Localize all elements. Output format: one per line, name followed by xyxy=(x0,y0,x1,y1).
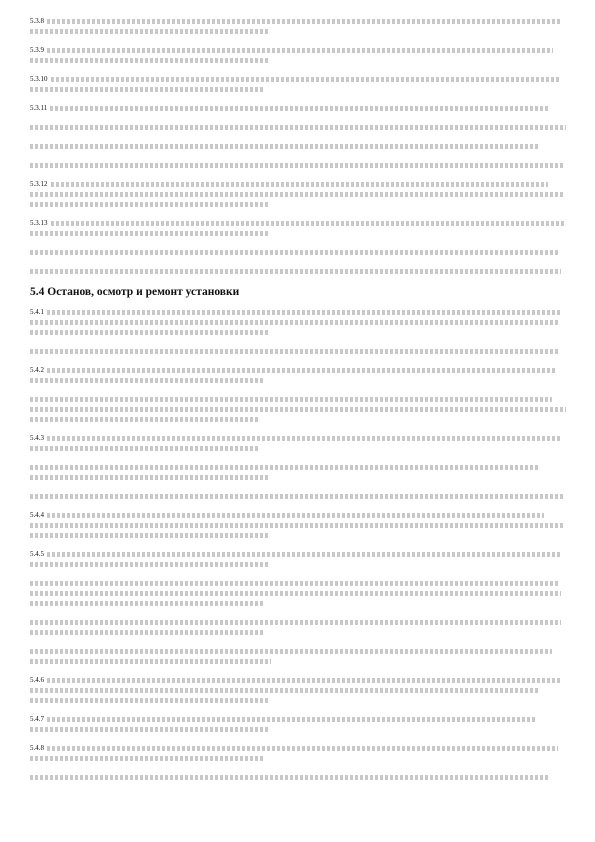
clause-number: 5.3.8 xyxy=(30,17,44,25)
clause-paragraph xyxy=(30,247,565,257)
illegible-text-line xyxy=(30,378,265,383)
clause-number: 5.3.10 xyxy=(30,75,48,83)
clause-number: 5.4.6 xyxy=(30,676,44,684)
illegible-text-line xyxy=(30,202,268,207)
clause-paragraph xyxy=(30,103,565,113)
clause-paragraph xyxy=(30,307,565,337)
clause-paragraph xyxy=(30,394,565,424)
clause-paragraph xyxy=(30,266,565,276)
illegible-text-line xyxy=(30,349,558,354)
clause-paragraph xyxy=(30,433,565,453)
clause-paragraph xyxy=(30,346,565,356)
illegible-text-line xyxy=(30,475,270,480)
clause-number: 5.4.8 xyxy=(30,744,44,752)
illegible-text-line xyxy=(30,58,269,63)
clauses-before-heading xyxy=(30,16,565,276)
illegible-text-line xyxy=(50,106,550,111)
illegible-text-line xyxy=(30,727,270,732)
illegible-text-line xyxy=(30,320,558,325)
illegible-text-line xyxy=(30,533,268,538)
illegible-text-line xyxy=(30,125,566,130)
illegible-text-line xyxy=(30,231,268,236)
illegible-text-line xyxy=(30,29,268,34)
clause-paragraph xyxy=(30,179,565,209)
illegible-text-line xyxy=(30,144,540,149)
clause-paragraph xyxy=(30,510,565,540)
illegible-text-line xyxy=(30,630,265,635)
illegible-text-line xyxy=(30,688,540,693)
illegible-text-line xyxy=(30,562,268,567)
clause-number: 5.3.11 xyxy=(30,104,48,112)
clause-number: 5.4.1 xyxy=(30,308,44,316)
clause-number: 5.4.3 xyxy=(30,434,44,442)
illegible-text-line xyxy=(30,659,271,664)
illegible-text-line xyxy=(47,48,553,53)
clauses-after-heading xyxy=(30,307,565,782)
illegible-text-line xyxy=(30,417,260,422)
section-heading: 5.4 Останов, осмотр и ремонт установки xyxy=(30,286,240,298)
clause-number: 5.4.5 xyxy=(30,550,44,558)
illegible-text-line xyxy=(30,649,552,654)
clause-paragraph xyxy=(30,772,565,782)
illegible-text-line xyxy=(30,465,540,470)
illegible-text-line xyxy=(47,678,561,683)
clause-number: 5.3.13 xyxy=(30,219,48,227)
illegible-text-line xyxy=(30,775,549,780)
illegible-text-line xyxy=(30,581,558,586)
illegible-text-line xyxy=(30,601,265,606)
clause-paragraph xyxy=(30,578,565,608)
clause-paragraph xyxy=(30,160,565,170)
illegible-text-line xyxy=(30,163,563,168)
clause-number: 5.4.7 xyxy=(30,715,44,723)
illegible-text-line xyxy=(30,330,269,335)
illegible-text-line xyxy=(47,746,558,751)
clause-number: 5.3.9 xyxy=(30,46,44,54)
clause-paragraph xyxy=(30,617,565,637)
illegible-text-line xyxy=(30,397,552,402)
clause-paragraph xyxy=(30,549,565,569)
illegible-text-line xyxy=(30,269,561,274)
clause-paragraph xyxy=(30,45,565,65)
illegible-text-line xyxy=(30,756,264,761)
illegible-text-line xyxy=(47,717,535,722)
illegible-text-line xyxy=(30,250,558,255)
clause-paragraph xyxy=(30,646,565,666)
clause-number: 5.4.2 xyxy=(30,366,44,374)
illegible-text-line xyxy=(30,407,566,412)
clause-paragraph xyxy=(30,365,565,385)
clause-paragraph xyxy=(30,675,565,705)
illegible-text-line xyxy=(30,192,565,197)
illegible-text-line xyxy=(30,523,565,528)
illegible-text-line xyxy=(30,591,561,596)
clause-paragraph xyxy=(30,743,565,763)
illegible-text-line xyxy=(47,368,556,373)
illegible-text-line xyxy=(30,698,270,703)
illegible-text-line xyxy=(51,77,560,82)
illegible-text-line xyxy=(30,620,561,625)
clause-paragraph xyxy=(30,462,565,482)
illegible-text-line xyxy=(51,221,564,226)
illegible-text-line xyxy=(30,446,260,451)
illegible-text-line xyxy=(47,436,561,441)
illegible-text-line xyxy=(51,182,548,187)
clause-number: 5.3.12 xyxy=(30,180,48,188)
clause-number: 5.4.4 xyxy=(30,511,44,519)
clause-paragraph xyxy=(30,714,565,734)
clause-paragraph xyxy=(30,16,565,36)
illegible-text-line xyxy=(30,87,265,92)
clause-paragraph xyxy=(30,491,565,501)
illegible-text-line xyxy=(30,494,563,499)
illegible-text-line xyxy=(47,310,560,315)
illegible-text-line xyxy=(47,19,560,24)
clause-paragraph xyxy=(30,218,565,238)
clause-paragraph xyxy=(30,74,565,94)
illegible-text-line xyxy=(47,552,560,557)
clause-paragraph xyxy=(30,122,565,132)
clause-paragraph xyxy=(30,141,565,151)
illegible-text-line xyxy=(47,513,544,518)
